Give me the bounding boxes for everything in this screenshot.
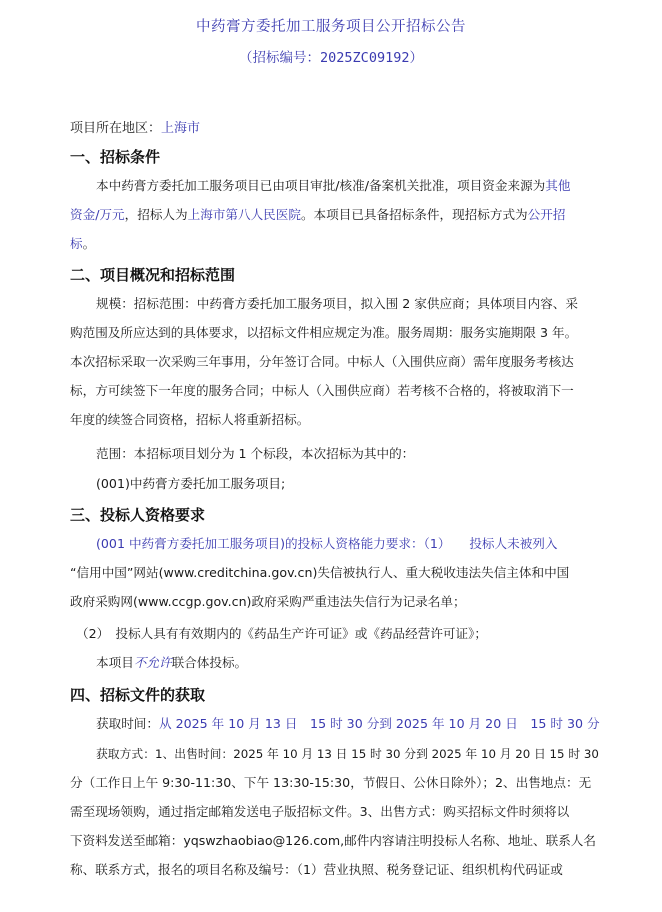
tender-method: 公开招 xyxy=(527,207,566,222)
conditions-line-3 xyxy=(70,235,95,253)
overview-line-1: 规模：招标范围：中药膏方委托加工服务项目，拟入围 2 家供应商；具体项目内容、采 xyxy=(96,296,578,311)
overview-line-4: 标，方可续签下一年度的服务合同；中标人（入围供应商）若考核不合格的，将被取消下一 xyxy=(70,383,574,398)
region-value: 上海市 xyxy=(161,121,201,136)
conditions-text: 。 xyxy=(82,236,96,251)
tender-method-cont: 标 xyxy=(70,236,83,251)
conditions-line-1 xyxy=(96,177,570,195)
method-line-5: 称、联系方式，报名的项目名称及编号：（1）营业执照、税务登记证、组织机构代码证或 xyxy=(70,862,563,877)
qualification-line-1 xyxy=(96,535,557,553)
fund-source: 其他 xyxy=(545,178,571,193)
method-line-3: 需至现场领购，通过指定邮箱发送电子版招标文件。3、出售方式：购买招标文件时须将以 xyxy=(70,804,570,819)
section-heading-overview: 二、项目概况和招标范围 xyxy=(70,266,236,284)
region-label: 项目所在地区： xyxy=(70,121,162,136)
qualification-line-3: 政府采购网(www.ccgp.gov.cn)政府采购严重违法失信行为记录名单； xyxy=(70,594,466,609)
lot-reference: (001 中药膏方委托加工服务项目) xyxy=(96,536,285,551)
qualification-line-2: “信用中国”网站(www.creditchina.gov.cn)失信被执行人、重大税收违法失信主体和中国 xyxy=(70,565,570,580)
fund-unit: 资金/万元 xyxy=(70,207,125,222)
consortium-status: 不允许 xyxy=(133,655,172,670)
overview-line-3: 本次招标采取一次采购三年事用，分年签订合同。中标人（入围供应商）需年度服务考核达 xyxy=(70,354,574,369)
conditions-text: 本中药膏方委托加工服务项目已由项目审批/核准/备案机关批准，项目资金来源为 xyxy=(96,178,546,193)
method-line-1: 获取方式：1、出售时间：2025 年 10 月 13 日 15 时 30 分到 2025 年 10 月 20 日 15 时 30 xyxy=(96,747,599,761)
tenderer-name: 上海市第八人民医院 xyxy=(187,207,301,222)
method-line-4: 下资料发送至邮箱：yqswzhaobiao@126.com,邮件内容请注明投标人名称、地址、联系人名 xyxy=(70,833,596,848)
conditions-line-2 xyxy=(70,206,565,224)
qualification-line-4: （2） 投标人具有有效期内的《药品生产许可证》或《药品经营许可证》； xyxy=(76,626,488,641)
section-heading-qualification: 三、投标人资格要求 xyxy=(70,506,206,524)
section-heading-conditions: 一、招标条件 xyxy=(70,148,161,166)
consortium-text: 本项目 xyxy=(96,655,134,670)
consortium-line xyxy=(96,654,247,672)
time-label: 获取时间： xyxy=(96,716,159,731)
section-heading-documents: 四、招标文件的获取 xyxy=(70,686,206,704)
overview-line-2: 购范围及所应达到的具体要求，以招标文件相应规定为准。服务周期：服务实施期限 3 年。 xyxy=(70,325,578,340)
acquisition-time xyxy=(96,715,600,733)
page-title: 中药膏方委托加工服务项目公开招标公告 xyxy=(196,19,466,35)
qualification-text: 的投标人资格能力要求：（1） 投标人未被列入 xyxy=(285,536,558,551)
consortium-text: 联合体投标。 xyxy=(171,655,248,670)
tender-number: （招标编号：2025ZC09192） xyxy=(239,50,423,66)
time-value: 从 2025 年 10 月 13 日 15 时 30 分到 2025 年 10 月 20 日 15 时 30 分 xyxy=(158,716,600,731)
lot-item: (001)中药膏方委托加工服务项目; xyxy=(96,476,286,491)
method-line-2: 分（工作日上午 9:30-11:30、下午 13:30-15:30，节假日、公休日除外）；2、出售地点：无 xyxy=(70,775,592,790)
scope-line: 范围：本招标项目划分为 1 个标段，本次招标为其中的： xyxy=(96,446,415,461)
overview-line-5: 年度的续签合同资格，招标人将重新招标。 xyxy=(70,412,310,427)
conditions-text: 。本项目已具备招标条件，现招标方式为 xyxy=(300,207,528,222)
conditions-text: ，招标人为 xyxy=(124,207,188,222)
project-region xyxy=(70,117,200,136)
